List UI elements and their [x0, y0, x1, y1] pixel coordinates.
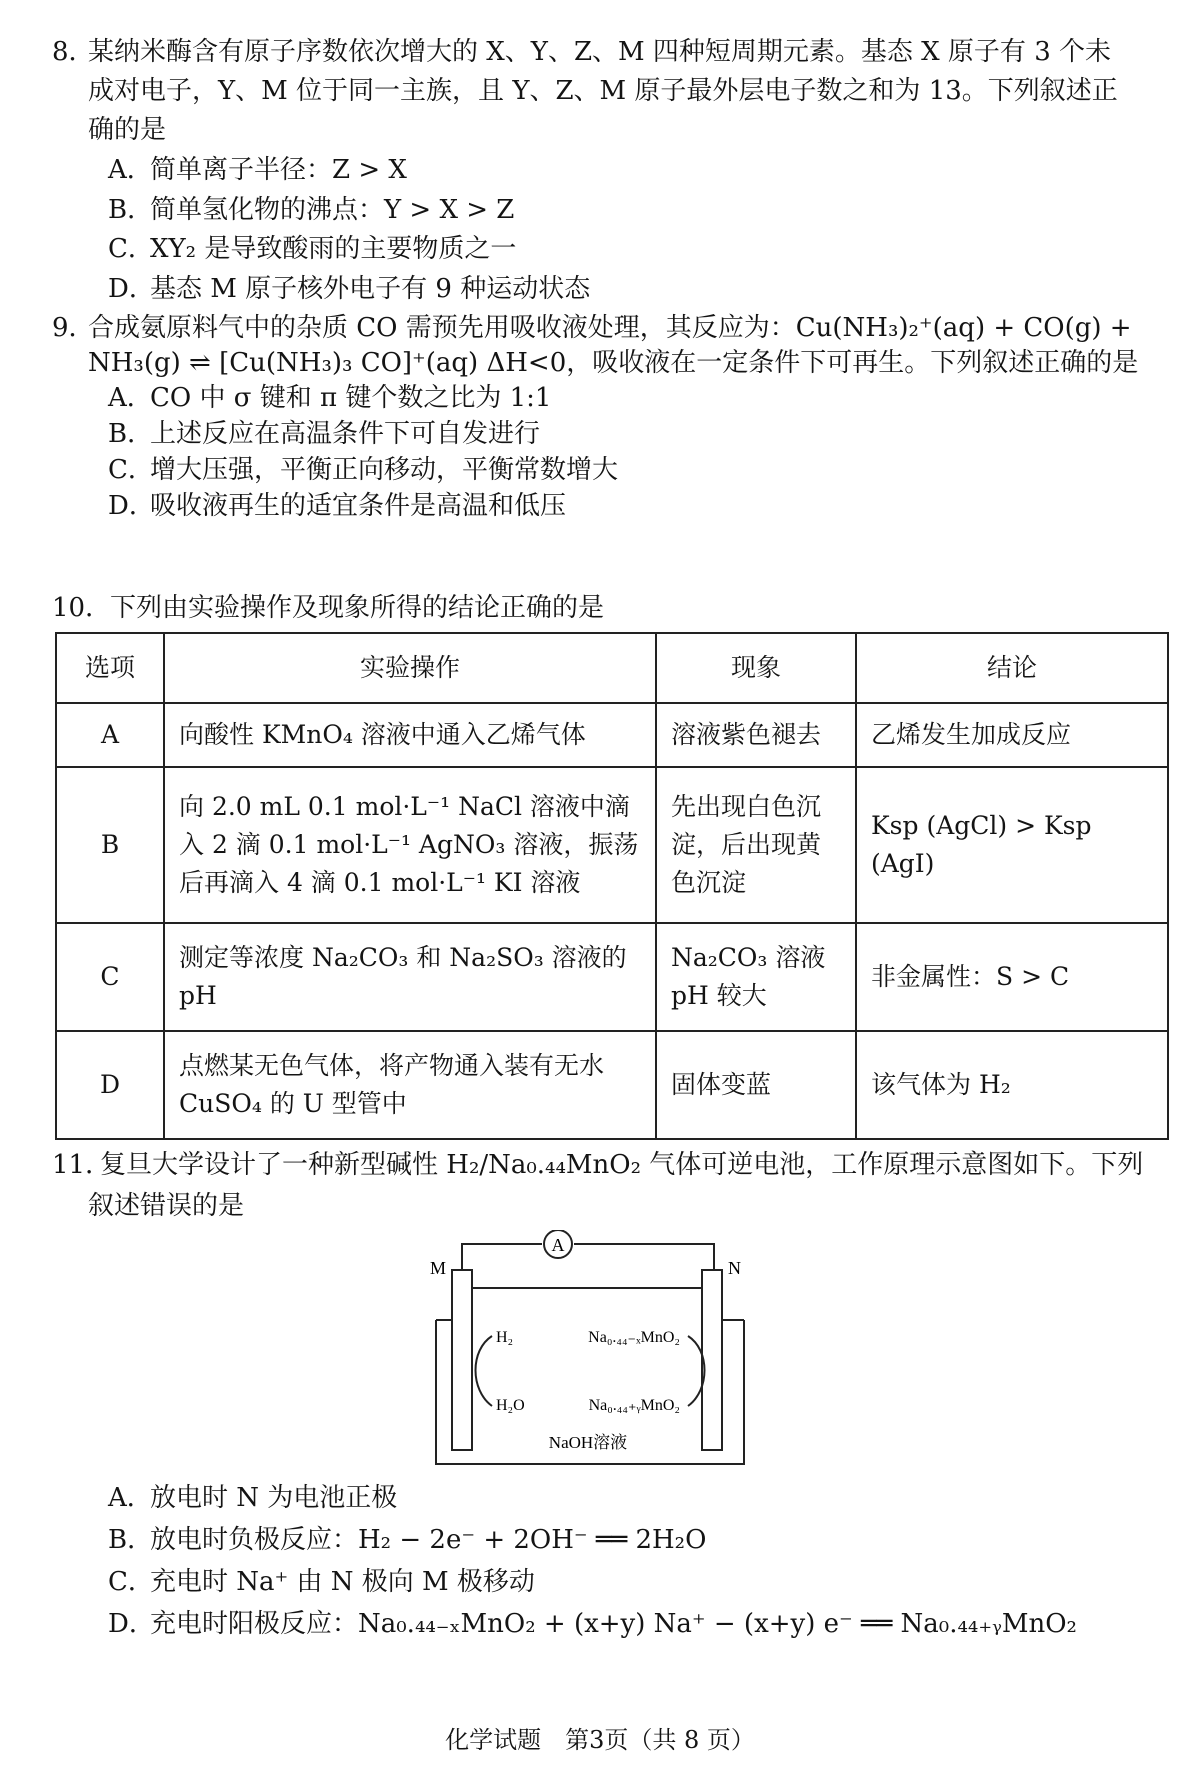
question-number: 10．	[52, 593, 112, 623]
table-row	[56, 767, 1168, 923]
label-h2o: H₂O	[496, 1397, 525, 1414]
table-row	[56, 923, 1168, 1031]
question-stem-line: 下列由实验操作及现象所得的结论正确的是	[110, 593, 605, 623]
option-b: B．简单氢化物的沸点：Y > X > Z	[108, 195, 515, 225]
header-conclusion: 结论	[856, 633, 1168, 703]
table-row	[56, 703, 1168, 767]
cell-operation: 向酸性 KMnO₄ 溶液中通入乙烯气体	[164, 703, 656, 767]
table-row	[56, 1031, 1168, 1139]
label-top-right: Na₀.₄₄₋ₓMnO₂	[588, 1329, 680, 1346]
option-c: C．XY₂ 是导致酸雨的主要物质之一	[108, 234, 517, 264]
cell-phenomenon: 溶液紫色褪去	[656, 703, 856, 767]
cell-operation: 测定等浓度 Na₂CO₃ 和 Na₂SO₃ 溶液的 pH	[164, 923, 656, 1031]
page-footer: 化学试题 第3页（共 8 页）	[445, 1726, 755, 1754]
label-m: M	[430, 1258, 447, 1278]
label-h2: H₂	[496, 1329, 514, 1346]
option-b: B．上述反应在高温条件下可自发进行	[108, 419, 541, 449]
question-number: 11．	[52, 1150, 112, 1180]
question-number: 9．	[52, 313, 95, 343]
ammeter-label: A	[551, 1235, 565, 1255]
option-a: A．CO 中 σ 键和 π 键个数之比为 1:1	[108, 383, 552, 413]
option-d: D．充电时阳极反应：Na₀.₄₄₋ₓMnO₂ + (x+y) Na⁺ − (x+y) e⁻ ══ Na₀.₄₄₊ᵧMnO₂	[108, 1609, 1077, 1639]
cell-conclusion: 乙烯发生加成反应	[856, 703, 1168, 767]
cell-operation: 向 2.0 mL 0.1 mol·L⁻¹ NaCl 溶液中滴入 2 滴 0.1 mol·L⁻¹ AgNO₃ 溶液，振荡后再滴入 4 滴 0.1 mol·L⁻¹ KI 溶液	[164, 767, 656, 923]
electrode-n	[702, 1270, 722, 1450]
question-stem-line: NH₃(g) ⇌ [Cu(NH₃)₃ CO]⁺(aq) ΔH<0，吸收液在一定条件下可再生。下列叙述正确的是	[88, 348, 1139, 378]
question-number: 8．	[52, 37, 95, 67]
cycle-arrow-left	[476, 1336, 493, 1406]
option-d: D．吸收液再生的适宜条件是高温和低压	[108, 491, 567, 521]
cell-conclusion: 该气体为 H₂	[856, 1031, 1168, 1139]
cell-conclusion: Ksp (AgCl) > Ksp (AgI)	[856, 767, 1168, 923]
label-bottom-right: Na₀.₄₄₊ᵧMnO₂	[588, 1397, 680, 1414]
question-stem-line: 确的是	[88, 115, 167, 145]
label-solution: NaOH溶液	[548, 1433, 628, 1452]
question-stem-line: 某纳米酶含有原子序数依次增大的 X、Y、Z、M 四种短周期元素。基态 X 原子有 3 个未	[88, 37, 1112, 67]
cell-phenomenon: 固体变蓝	[656, 1031, 856, 1139]
question-stem-line: 复旦大学设计了一种新型碱性 H₂/Na₀.₄₄MnO₂ 气体可逆电池，工作原理示意图如下。下列	[100, 1150, 1144, 1180]
header-phenomenon: 现象	[656, 633, 856, 703]
label-n: N	[728, 1258, 741, 1278]
question-stem-line: 叙述错误的是	[88, 1191, 245, 1221]
question-stem-line: 成对电子，Y、M 位于同一主族，且 Y、Z、M 原子最外层电子数之和为 13。下列叙述正	[88, 76, 1118, 106]
option-a: A．放电时 N 为电池正极	[108, 1483, 398, 1513]
cell-option: D	[56, 1031, 164, 1139]
cell-option: A	[56, 703, 164, 767]
header-option: 选项	[56, 633, 164, 703]
option-b: B．放电时负极反应：H₂ − 2e⁻ + 2OH⁻ ══ 2H₂O	[108, 1525, 707, 1555]
cell-phenomenon: 先出现白色沉淀，后出现黄色沉淀	[656, 767, 856, 923]
option-c: C．充电时 Na⁺ 由 N 极向 M 极移动	[108, 1567, 535, 1597]
cell-option: C	[56, 923, 164, 1031]
cell-operation: 点燃某无色气体，将产物通入装有无水 CuSO₄ 的 U 型管中	[164, 1031, 656, 1139]
question-stem-line: 合成氨原料气中的杂质 CO 需预先用吸收液处理，其反应为：Cu(NH₃)₂⁺(aq) + CO(g) +	[88, 313, 1132, 343]
option-c: C．增大压强，平衡正向移动，平衡常数增大	[108, 455, 619, 485]
option-d: D．基态 M 原子核外电子有 9 种运动状态	[108, 274, 591, 304]
option-a: A．简单离子半径：Z > X	[108, 155, 407, 185]
battery-diagram	[430, 1230, 750, 1470]
header-operation: 实验操作	[164, 633, 656, 703]
cell-phenomenon: Na₂CO₃ 溶液 pH 较大	[656, 923, 856, 1031]
table-header-row	[56, 633, 1168, 703]
cell-conclusion: 非金属性：S > C	[856, 923, 1168, 1031]
electrode-m	[452, 1270, 472, 1450]
experiment-table	[55, 632, 1169, 1140]
cell-option: B	[56, 767, 164, 923]
